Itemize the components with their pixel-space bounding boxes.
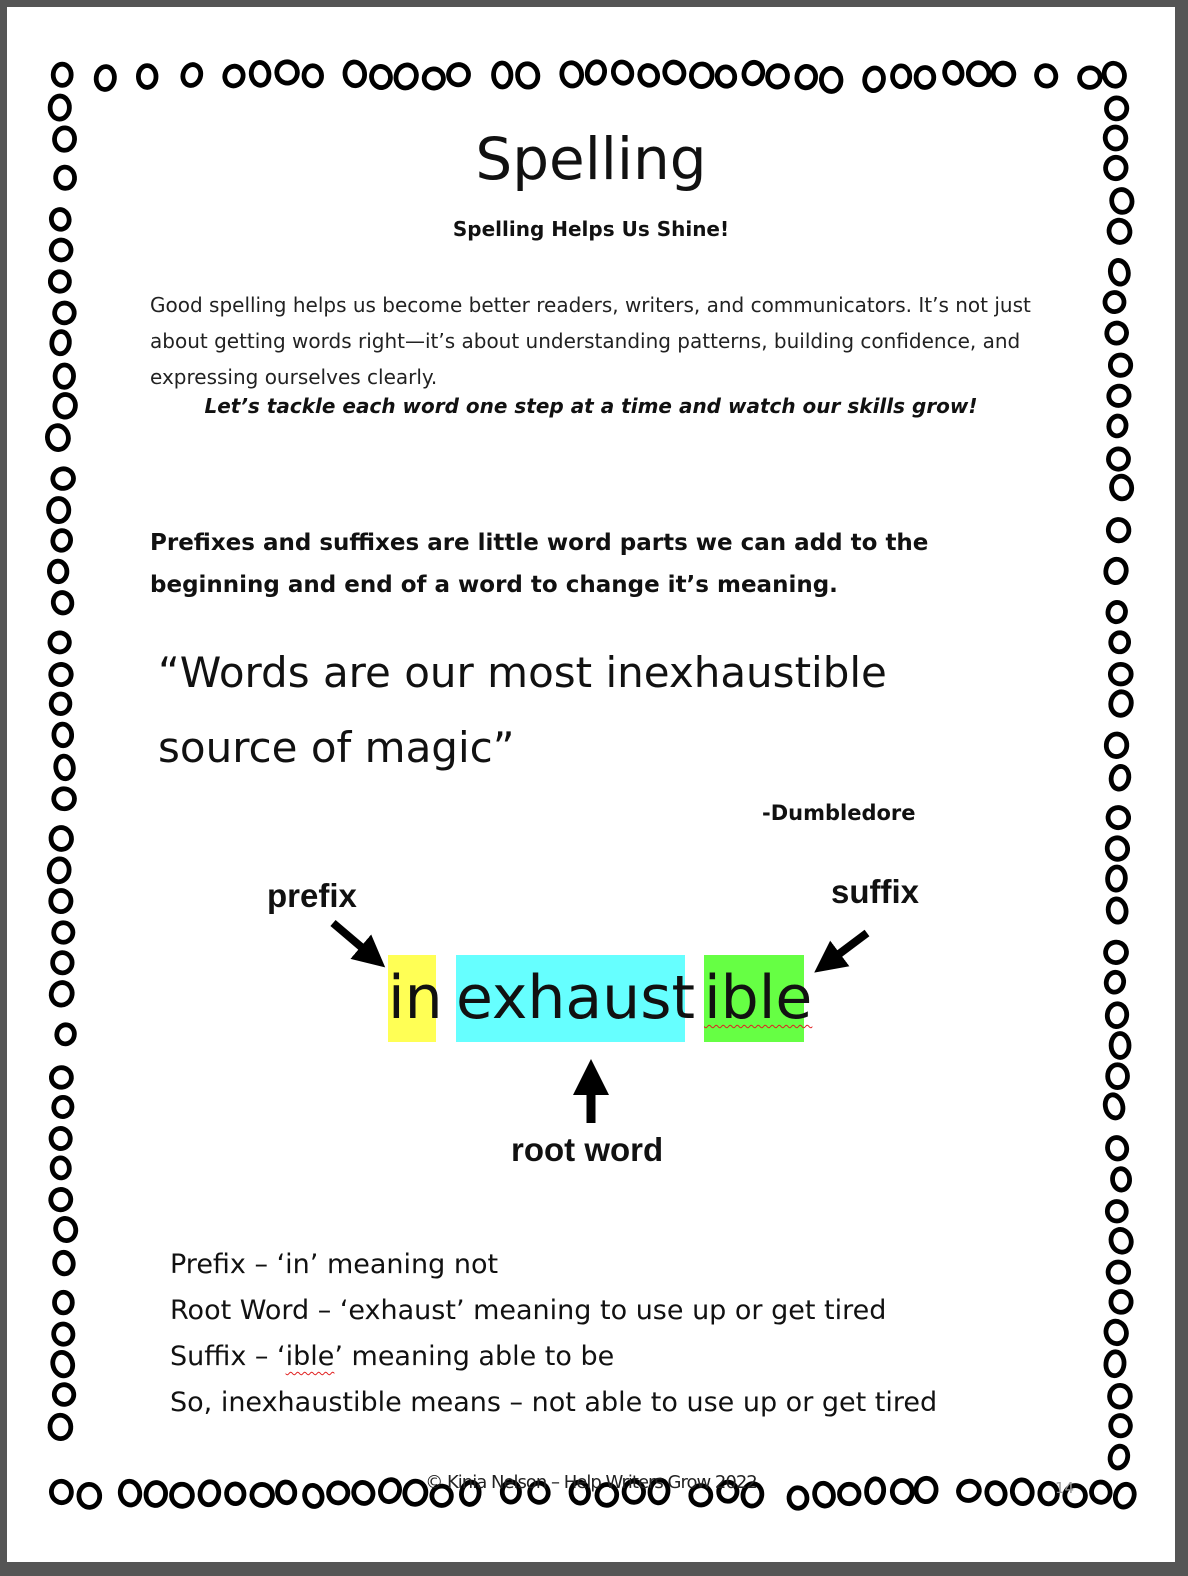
motto-line: Let’s tackle each word one step at a time and watch our skills grow! [204,394,978,418]
quote-text: “Words are our most inexhaustible source of magic” [158,648,887,772]
page-number: 14 [1055,1479,1075,1497]
suffix-arrow-icon [827,933,867,963]
prefix-part: in [388,955,436,1042]
summary-definition: So, inexhaustible means – not able to use up or get tired [170,1387,938,1418]
copyright-footer: © Kinia Nelson – Help Writers Grow 2022 [425,1472,757,1493]
suffix-definition [170,1334,937,1380]
explanation-paragraph: Prefixes and suffixes are little word parts we can add to the beginning and end of a word to change it’s meaning. [150,530,929,598]
worksheet-page [7,7,1175,1562]
prefix-label: prefix [267,877,357,914]
suffix-part-text: ible [704,963,813,1033]
root-part: exhaust [456,955,685,1042]
intro-paragraph: Good spelling helps us become better readers, writers, and communicators. It’s not just about getting words right—it’s about understanding patterns, building confidence, and expressing ourselves clearly. [150,293,1031,389]
root-definition: Root Word – ‘exhaust’ meaning to use up or get tired [170,1295,887,1326]
prefix-arrow-icon [333,923,373,957]
definitions-list [170,1242,937,1426]
suffix-definition-start: Suffix – ‘ [170,1341,286,1372]
suffix-definition-end: ’ meaning able to be [334,1341,615,1372]
page-title: Spelling [475,125,707,193]
suffix-part [704,955,813,1042]
root-word-label: root word [511,1131,664,1168]
suffix-label: suffix [831,873,920,910]
suffix-definition-word: ible [285,1341,335,1372]
page-subtitle: Spelling Helps Us Shine! [452,217,730,241]
prefix-definition: Prefix – ‘in’ meaning not [170,1249,499,1280]
quote-attribution: -Dumbledore [762,801,916,825]
